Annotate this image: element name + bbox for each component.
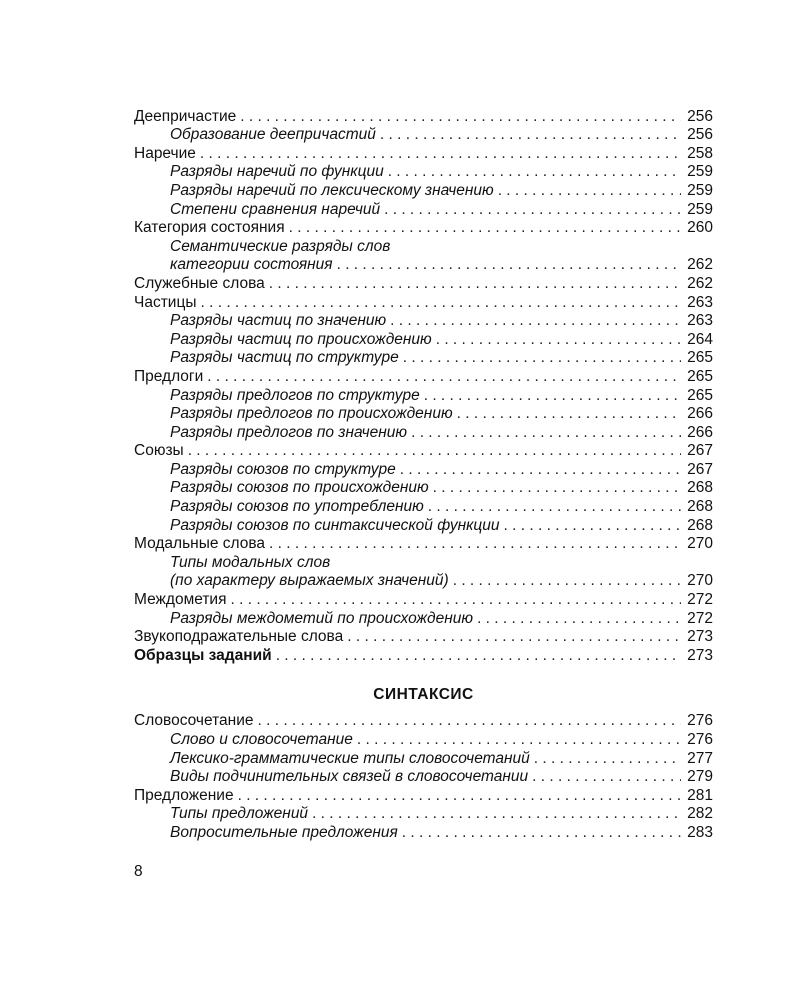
toc-entry (134, 628, 713, 647)
toc-entry (134, 442, 713, 461)
toc-entry (134, 609, 713, 628)
toc-entry-title: Звукоподражательные слова (134, 628, 344, 646)
toc-entry-title: Наречие (134, 144, 196, 162)
toc-entry-page-number: 277 (687, 749, 713, 767)
toc-entry-title: Образование деепричастий (170, 126, 376, 144)
toc-entry-title: Разряды предлогов по структуре (170, 386, 420, 404)
toc-entry-title: Разряды союзов по употреблению (170, 498, 424, 516)
toc-entry (134, 423, 713, 442)
toc-entry (134, 590, 713, 609)
toc-entry-title: Типы предложений (170, 805, 309, 823)
toc-entry-page-number: 256 (687, 107, 713, 125)
dot-leader (407, 424, 681, 442)
toc-entry (134, 516, 713, 535)
toc-entry (134, 144, 713, 163)
toc-entry-title: Разряды предлогов по значению (170, 423, 408, 441)
section-heading-syntax: СИНТАКСИС (373, 685, 474, 703)
toc-entry (134, 805, 713, 824)
toc-entry-page-number: 270 (687, 572, 713, 590)
dot-leader (196, 145, 681, 163)
dot-leader (380, 201, 681, 219)
toc-entry (134, 349, 713, 368)
toc-entry-page-number: 272 (687, 591, 713, 609)
toc-entry (134, 730, 713, 749)
toc-entry-title: Разряды междометий по происхождению (170, 609, 474, 627)
toc-entry-title: Категория состояния (134, 219, 285, 237)
toc-entry (134, 219, 713, 238)
dot-leader (453, 405, 682, 423)
dot-leader (236, 108, 681, 126)
toc-entry-title: (по характеру выражаемых значений) (170, 572, 449, 590)
toc-entry (134, 274, 713, 293)
dot-leader (386, 312, 681, 330)
dot-leader (285, 219, 682, 237)
toc-entry (134, 460, 713, 479)
toc-entry-title: Разряды наречий по лексическому значению (170, 181, 494, 199)
dot-leader (449, 572, 681, 590)
toc-entry-title: категории состояния (170, 256, 333, 274)
toc-entry-page-number: 273 (687, 646, 713, 664)
toc-entry (134, 749, 713, 768)
toc-entry (134, 646, 713, 665)
dot-leader (265, 535, 681, 553)
toc-entry-title: Модальные слова (134, 535, 266, 553)
dot-leader (234, 787, 682, 805)
page-number: 8 (134, 863, 143, 880)
toc-entry (134, 405, 713, 424)
toc-entry (134, 237, 713, 256)
toc-entry-title: Частицы (134, 293, 197, 311)
toc-entry (134, 181, 713, 200)
dot-leader (272, 647, 681, 665)
toc-entry-page-number: 268 (687, 498, 713, 516)
toc-entry (134, 330, 713, 349)
toc-entry-title: Образцы заданий (134, 646, 272, 664)
toc-entry-page-number: 260 (687, 219, 713, 237)
toc-entry-title: Разряды союзов по структуре (170, 460, 396, 478)
toc-list-syntax (134, 712, 713, 842)
toc-entry (134, 572, 713, 591)
toc-entry-page-number: 276 (687, 731, 713, 748)
dot-leader (528, 768, 681, 786)
toc-entry (134, 312, 713, 331)
toc-entry (134, 126, 713, 145)
dot-leader (494, 182, 681, 200)
toc-entry (134, 200, 713, 219)
dot-leader (226, 591, 681, 609)
toc-entry (134, 712, 713, 731)
toc-entry (134, 367, 713, 386)
dot-leader (196, 294, 681, 312)
toc-entry-page-number: 279 (687, 768, 713, 786)
dot-leader (353, 731, 681, 749)
toc-entry-page-number: 268 (687, 516, 713, 534)
toc-entry-title: Разряды частиц по значению (170, 312, 387, 330)
toc-entry-title: Типы модальных слов (170, 553, 331, 571)
toc-entry-title: Междометия (134, 591, 227, 609)
toc-entry-page-number: 264 (687, 330, 713, 348)
toc-entry (134, 293, 713, 312)
toc-entry (134, 535, 713, 554)
toc-entry-page-number: 270 (687, 535, 713, 553)
toc-entry-page-number: 267 (687, 460, 713, 478)
toc-entry-page-number: 282 (687, 805, 713, 823)
toc-entry-page-number: 276 (687, 712, 713, 730)
toc-entry (134, 163, 713, 182)
dot-leader (343, 628, 681, 646)
toc-entry-page-number: 259 (687, 181, 713, 199)
toc-entry-page-number: 258 (687, 144, 713, 162)
toc-entry-title: Разряды союзов по синтаксической функции (170, 516, 500, 534)
dot-leader (308, 805, 681, 823)
dot-leader (424, 498, 681, 516)
dot-leader (432, 331, 681, 349)
toc-entry-title: Союзы (134, 442, 184, 460)
toc-entry-title: Семантические разряды слов (170, 237, 391, 255)
toc-entry-page-number: 266 (687, 405, 713, 423)
toc-entry (134, 386, 713, 405)
toc-entry-page-number: 266 (687, 423, 713, 441)
toc-entry-page-number: 283 (687, 823, 713, 841)
toc-entry-page-number: 263 (687, 312, 713, 330)
toc-entry-page-number: 281 (687, 786, 713, 804)
dot-leader (500, 517, 682, 535)
toc-entry-page-number: 267 (687, 442, 713, 460)
toc-entry-title: Разряды наречий по функции (170, 163, 384, 181)
toc-entry-title: Слово и словосочетание (170, 731, 353, 748)
dot-leader (203, 368, 681, 386)
toc-entry (134, 479, 713, 498)
dot-leader (384, 163, 681, 181)
dot-leader (420, 387, 681, 405)
toc-entry-page-number: 263 (687, 293, 713, 311)
toc-entry (134, 768, 713, 787)
dot-leader (253, 712, 681, 730)
toc-entry-page-number: 256 (687, 126, 713, 144)
toc-entry-title: Лексико-грамматические типы словосочетаний (170, 749, 530, 767)
toc-entry-page-number: 262 (687, 274, 713, 292)
toc-entry-page-number: 268 (687, 479, 713, 497)
dot-leader (184, 442, 681, 460)
toc-entry-page-number: 273 (687, 628, 713, 646)
dot-leader (399, 349, 681, 367)
toc-entry-page-number: 265 (687, 349, 713, 367)
dot-leader (333, 256, 682, 274)
table-of-contents-page (134, 107, 713, 842)
toc-entry (134, 256, 713, 275)
toc-entry (134, 107, 713, 126)
toc-entry (134, 553, 713, 572)
toc-entry-page-number: 265 (687, 386, 713, 404)
toc-entry-title: Виды подчинительных связей в словосочетании (170, 768, 529, 786)
toc-entry-title: Предлоги (134, 367, 204, 385)
toc-entry-page-number: 259 (687, 200, 713, 218)
toc-entry-title: Словосочетание (134, 712, 254, 730)
toc-entry-page-number: 262 (687, 256, 713, 274)
dot-leader (530, 750, 681, 768)
dot-leader (398, 824, 681, 842)
toc-entry-title: Вопросительные предложения (170, 823, 398, 841)
dot-leader (473, 610, 681, 628)
toc-entry-title: Разряды частиц по структуре (170, 349, 399, 367)
toc-list-morphology (134, 107, 713, 665)
toc-entry-title: Степени сравнения наречий (170, 200, 381, 218)
toc-entry-title: Деепричастие (134, 107, 237, 125)
toc-entry-title: Разряды союзов по происхождению (170, 479, 429, 497)
toc-entry-title: Предложение (134, 786, 234, 804)
toc-entry-page-number: 272 (687, 609, 713, 627)
toc-entry-title: Разряды предлогов по происхождению (170, 405, 453, 423)
toc-entry-title: Разряды частиц по происхождению (170, 330, 432, 348)
dot-leader (429, 479, 681, 497)
dot-leader (376, 126, 681, 144)
toc-entry (134, 497, 713, 516)
dot-leader (396, 461, 681, 479)
toc-entry (134, 823, 713, 842)
toc-entry-page-number: 259 (687, 163, 713, 181)
dot-leader (265, 275, 681, 293)
toc-entry (134, 786, 713, 805)
toc-entry-title: Служебные слова (134, 274, 265, 292)
toc-entry-page-number: 265 (687, 367, 713, 385)
